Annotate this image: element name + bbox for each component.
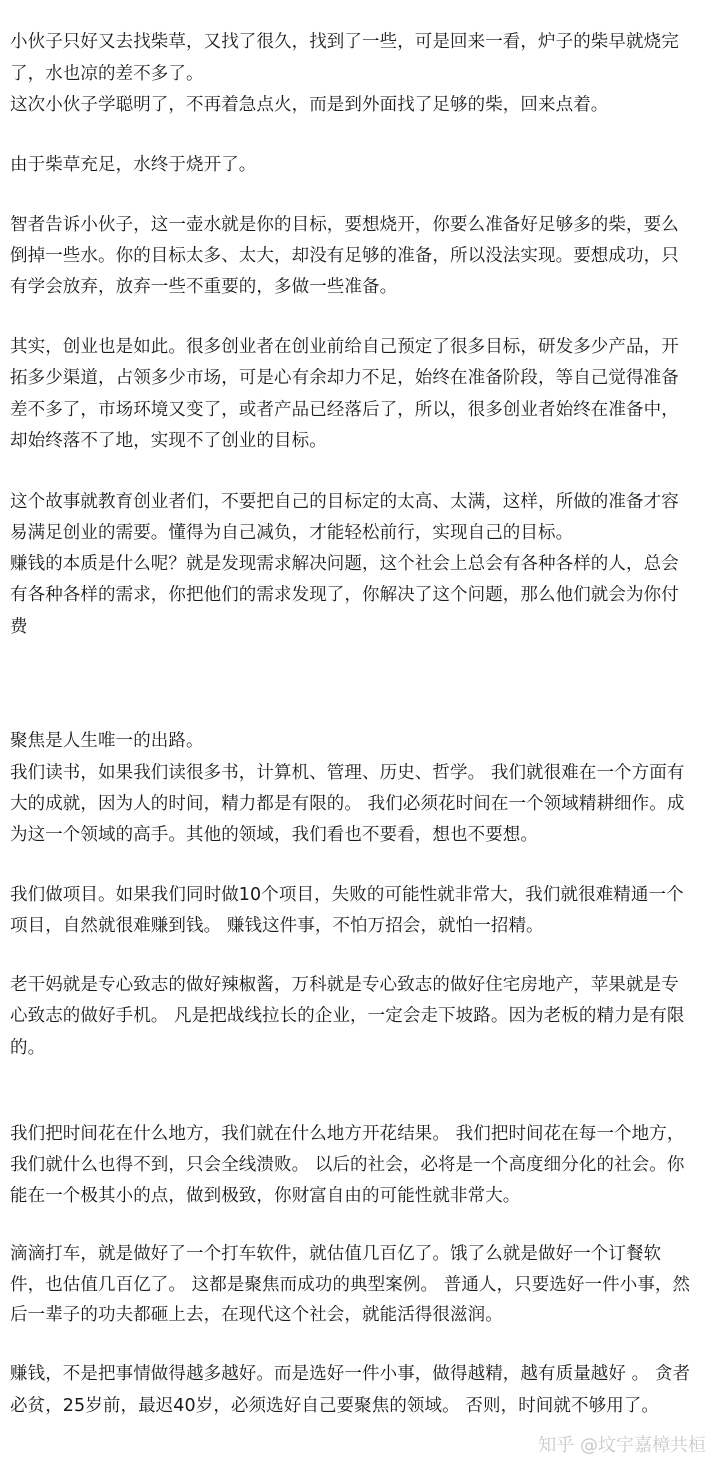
text-line: 我们做项目。如果我们同时做10个项目，失败的可能性就非常大，我们就很难精通一个 [10,885,684,905]
text-line: 易满足创业的需要。懂得为自己减负，才能轻松前行，实现自己的目标。 [10,523,574,543]
text-line: 智者告诉小伙子，这一壶水就是你的目标，要想烧开，你要么准备好足够多的柴，要么 [10,215,679,235]
text-line: 其实，创业也是如此。很多创业者在创业前给自己预定了很多目标，研发多少产品，开 [10,337,679,357]
text-line: 这个故事就教育创业者们，不要把自己的目标定的太高、太满，这样，所做的准备才容 [10,492,679,512]
text-line: 的。 [10,1038,46,1058]
text-line: 我们把时间花在什么地方，我们就在什么地方开花结果。 我们把时间花在每一个地方， [10,1124,685,1144]
text-line: 项目，自然就很难赚到钱。 赚钱这件事，不怕万招会，就怕一招精。 [10,916,544,936]
text-line: 大的成就，因为人的时间，精力都是有限的。 我们必须花时间在一个领域精耕细作。成 [10,794,685,814]
text-line: 小伙子只好又去找柴草，又找了很久，找到了一些，可是回来一看，炉子的柴早就烧完 [10,32,679,52]
text-line: 我们读书，如果我们读很多书，计算机、管理、历史、哲学。 我们就很难在一个方面有 [10,763,685,783]
text-line: 件，也估值几百亿了。 这都是聚焦而成功的典型案例。 普通人，只要选好一件小事，然 [10,1275,691,1295]
text-line: 我们就什么也得不到，只会全线溃败。 以后的社会，必将是一个高度细分化的社会。你 [10,1155,685,1175]
text-line: 有各种各样的需求，你把他们的需求发现了，你解决了这个问题，那么他们就会为你付 [10,585,679,605]
text-line: 由于柴草充足，水终于烧开了。 [10,155,257,175]
text-line: 滴滴打车，就是做好了一个打车软件，就估值几百亿了。饿了么就是做好一个订餐软 [10,1244,662,1264]
text-line: 有学会放弃，放弃一些不重要的，多做一些准备。 [10,277,398,297]
text-line: 这次小伙子学聪明了，不再着急点火，而是到外面找了足够的柴，回来点着。 [10,95,609,115]
text-line: 能在一个极其小的点，做到极致，你财富自由的可能性就非常大。 [10,1186,521,1206]
text-line: 费 [10,617,28,637]
text-line: 心致志的做好手机。 凡是把战线拉长的企业，一定会走下坡路。因为老板的精力是有限 [10,1006,685,1026]
text-line: 倒掉一些水。你的目标太多、太大，却没有足够的准备，所以没法实现。要想成功，只 [10,246,679,266]
text-line: 必贫，25岁前，最迟40岁，必须选好自己要聚焦的领域。 否则，时间就不够用了。 [10,1396,659,1416]
zhihu-watermark: 知乎 @坟宇嘉樟共桓 [538,1435,706,1456]
text-line: 后一辈子的功夫都砸上去，在现代这个社会，就能活得很滋润。 [10,1305,503,1325]
text-line: 拓多少渠道，占领多少市场，可是心有余却力不足，始终在准备阶段，等自己觉得准备 [10,368,679,388]
text-line: 差不多了，市场环境又变了，或者产品已经落后了，所以，很多创业者始终在准备中， [10,400,679,420]
text-line: 为这一个领域的高手。其他的领域，我们看也不要看，想也不要想。 [10,825,538,845]
text-line: 了，水也凉的差不多了。 [10,64,204,84]
text-line: 却始终落不了地，实现不了创业的目标。 [10,431,327,451]
text-line: 老干妈就是专心致志的做好辣椒酱，万科就是专心致志的做好住宅房地产，苹果就是专 [10,975,679,995]
text-line: 赚钱，不是把事情做得越多越好。而是选好一件小事，做得越精，越有质量越好 。 贪者 [10,1364,691,1384]
text-line: 聚焦是人生唯一的出路。 [10,731,204,751]
text-line: 赚钱的本质是什么呢？就是发现需求解决问题，这个社会上总会有各种各样的人，总会 [10,554,679,574]
